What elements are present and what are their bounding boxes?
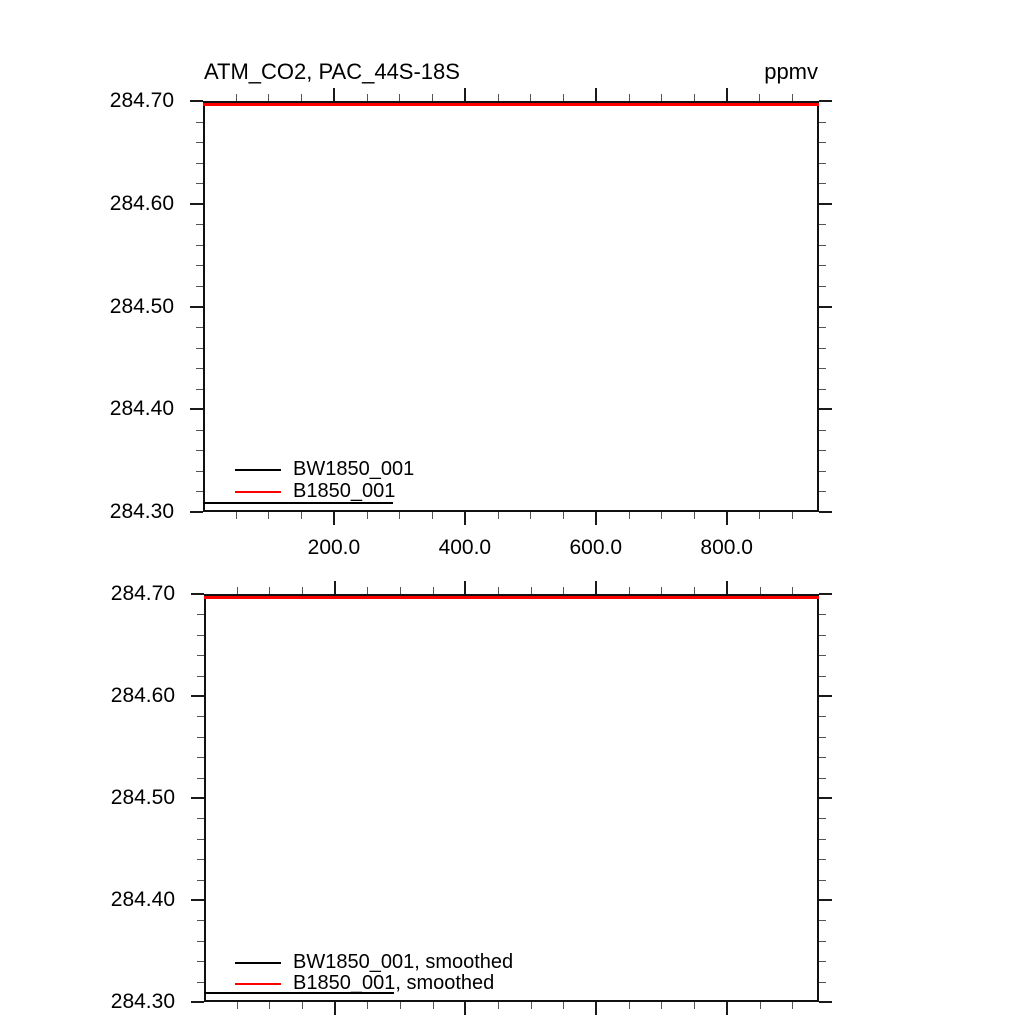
y-minor-tick-right	[819, 635, 826, 636]
legend-line-sample	[235, 962, 281, 964]
x-minor-tick-bottom	[433, 1002, 434, 1009]
y-minor-tick-left	[197, 635, 204, 636]
x-minor-tick-top	[563, 587, 564, 594]
x-minor-tick-bottom	[792, 512, 793, 519]
plot-frame	[203, 101, 819, 512]
y-tick-label: 284.70	[110, 582, 175, 605]
y-minor-tick-left	[196, 450, 203, 451]
y-minor-tick-right	[819, 430, 826, 431]
y-tick-label: 284.60	[110, 684, 175, 707]
y-minor-tick-left	[197, 614, 204, 615]
x-major-tick-top	[464, 581, 466, 594]
y-major-tick-left	[191, 593, 204, 595]
y-major-tick-right	[819, 593, 832, 595]
y-minor-tick-right	[819, 327, 826, 328]
x-minor-tick-bottom	[694, 1002, 695, 1009]
y-minor-tick-right	[819, 265, 826, 266]
x-minor-tick-bottom	[237, 1002, 238, 1009]
x-major-tick-bottom	[726, 1002, 728, 1015]
x-minor-tick-top	[629, 587, 630, 594]
x-minor-tick-top	[629, 94, 630, 101]
x-minor-tick-bottom	[661, 1002, 662, 1009]
x-minor-tick-bottom	[236, 512, 237, 519]
y-major-tick-right	[819, 1001, 832, 1003]
y-minor-tick-right	[819, 920, 826, 921]
y-minor-tick-left	[197, 778, 204, 779]
x-minor-tick-bottom	[563, 1002, 564, 1009]
x-minor-tick-bottom	[563, 512, 564, 519]
y-minor-tick-left	[196, 122, 203, 123]
x-minor-tick-top	[400, 587, 401, 594]
y-minor-tick-left	[197, 880, 204, 881]
y-minor-tick-right	[819, 614, 826, 615]
y-tick-label: 284.40	[110, 888, 175, 911]
x-minor-tick-bottom	[760, 1002, 761, 1009]
units-label: ppmv	[764, 59, 818, 84]
x-minor-tick-top	[367, 587, 368, 594]
y-minor-tick-right	[819, 818, 826, 819]
legend-line-sample	[235, 491, 281, 493]
y-minor-tick-right	[819, 655, 826, 656]
y-tick-label: 284.70	[109, 89, 174, 112]
x-major-tick-bottom	[726, 512, 728, 525]
y-minor-tick-right	[819, 122, 826, 123]
x-major-tick-bottom	[464, 1002, 466, 1015]
y-tick-label: 284.40	[109, 397, 174, 420]
y-minor-tick-left	[196, 245, 203, 246]
y-minor-tick-right	[819, 737, 826, 738]
y-major-tick-right	[819, 408, 832, 410]
y-major-tick-left	[190, 100, 203, 102]
y-major-tick-left	[191, 695, 204, 697]
y-minor-tick-right	[819, 757, 826, 758]
y-minor-tick-left	[197, 839, 204, 840]
y-minor-tick-right	[819, 716, 826, 717]
x-minor-tick-bottom	[400, 1002, 401, 1009]
x-major-tick-top	[595, 88, 597, 101]
y-minor-tick-left	[197, 982, 204, 983]
x-minor-tick-top	[367, 94, 368, 101]
y-major-tick-left	[190, 511, 203, 513]
x-major-tick-top	[726, 88, 728, 101]
x-major-tick-bottom	[595, 1002, 597, 1015]
y-tick-label: 284.60	[109, 192, 174, 215]
legend-label: BW1850_001	[293, 458, 415, 480]
x-minor-tick-bottom	[432, 512, 433, 519]
y-minor-tick-right	[819, 676, 826, 677]
y-major-tick-left	[191, 797, 204, 799]
legend-line-sample	[235, 469, 281, 471]
series-line-b1850	[204, 596, 819, 599]
y-major-tick-right	[819, 511, 832, 513]
y-tick-label: 284.50	[109, 295, 174, 318]
y-minor-tick-left	[196, 348, 203, 349]
y-minor-tick-left	[196, 368, 203, 369]
y-minor-tick-left	[196, 430, 203, 431]
legend-label: BW1850_001, smoothed	[293, 951, 514, 973]
y-tick-label: 284.50	[110, 786, 175, 809]
y-minor-tick-right	[819, 982, 826, 983]
y-minor-tick-right	[819, 389, 826, 390]
y-minor-tick-right	[819, 839, 826, 840]
x-tick-label: 600.0	[569, 536, 623, 559]
x-major-tick-top	[333, 88, 335, 101]
x-minor-tick-top	[498, 587, 499, 594]
x-minor-tick-bottom	[661, 512, 662, 519]
y-major-tick-right	[819, 899, 832, 901]
x-minor-tick-top	[531, 587, 532, 594]
x-minor-tick-bottom	[629, 1002, 630, 1009]
y-minor-tick-right	[819, 941, 826, 942]
legend-label: B1850_001	[293, 480, 396, 502]
y-minor-tick-right	[819, 859, 826, 860]
x-tick-label: 200.0	[307, 536, 361, 559]
x-minor-tick-top	[760, 587, 761, 594]
y-minor-tick-left	[196, 389, 203, 390]
y-minor-tick-right	[819, 142, 826, 143]
y-minor-tick-right	[819, 368, 826, 369]
legend-label: B1850_001, smoothed	[293, 972, 495, 994]
x-minor-tick-top	[302, 587, 303, 594]
x-minor-tick-top	[792, 94, 793, 101]
series-line-b1850	[203, 103, 819, 106]
y-major-tick-right	[819, 100, 832, 102]
y-minor-tick-left	[196, 491, 203, 492]
x-minor-tick-top	[399, 94, 400, 101]
x-minor-tick-top	[759, 94, 760, 101]
x-minor-tick-bottom	[759, 512, 760, 519]
y-minor-tick-left	[197, 737, 204, 738]
x-minor-tick-bottom	[530, 512, 531, 519]
y-major-tick-left	[191, 1001, 204, 1003]
y-major-tick-left	[190, 408, 203, 410]
y-minor-tick-right	[819, 880, 826, 881]
x-minor-tick-top	[498, 94, 499, 101]
x-minor-tick-bottom	[629, 512, 630, 519]
legend-line-sample	[235, 983, 281, 985]
x-minor-tick-bottom	[498, 1002, 499, 1009]
y-major-tick-left	[190, 203, 203, 205]
x-minor-tick-top	[269, 587, 270, 594]
y-minor-tick-left	[196, 327, 203, 328]
y-minor-tick-left	[197, 941, 204, 942]
x-minor-tick-top	[301, 94, 302, 101]
y-minor-tick-right	[819, 245, 826, 246]
x-major-tick-top	[464, 88, 466, 101]
x-minor-tick-bottom	[792, 1002, 793, 1009]
y-minor-tick-right	[819, 286, 826, 287]
y-minor-tick-left	[196, 142, 203, 143]
x-minor-tick-bottom	[531, 1002, 532, 1009]
x-major-tick-bottom	[595, 512, 597, 525]
x-minor-tick-bottom	[498, 512, 499, 519]
y-major-tick-right	[819, 797, 832, 799]
x-minor-tick-bottom	[367, 512, 368, 519]
y-minor-tick-left	[196, 286, 203, 287]
x-minor-tick-top	[530, 94, 531, 101]
x-minor-tick-top	[563, 94, 564, 101]
x-minor-tick-top	[661, 94, 662, 101]
y-minor-tick-left	[197, 920, 204, 921]
y-minor-tick-left	[197, 676, 204, 677]
y-minor-tick-left	[196, 471, 203, 472]
chart-title: ATM_CO2, PAC_44S-18S	[204, 59, 460, 84]
x-minor-tick-top	[792, 587, 793, 594]
x-minor-tick-bottom	[301, 512, 302, 519]
y-minor-tick-left	[197, 961, 204, 962]
y-minor-tick-right	[819, 471, 826, 472]
x-minor-tick-top	[236, 94, 237, 101]
x-tick-label: 400.0	[438, 536, 492, 559]
y-minor-tick-left	[197, 859, 204, 860]
y-minor-tick-right	[819, 961, 826, 962]
x-minor-tick-bottom	[694, 512, 695, 519]
x-minor-tick-top	[694, 94, 695, 101]
x-major-tick-bottom	[334, 1002, 336, 1015]
y-minor-tick-left	[196, 183, 203, 184]
x-tick-label: 800.0	[700, 536, 753, 559]
y-minor-tick-right	[819, 163, 826, 164]
y-minor-tick-left	[196, 163, 203, 164]
x-minor-tick-top	[237, 587, 238, 594]
x-minor-tick-bottom	[302, 1002, 303, 1009]
y-tick-label: 284.30	[109, 500, 174, 523]
y-minor-tick-left	[197, 757, 204, 758]
x-minor-tick-bottom	[399, 512, 400, 519]
x-major-tick-top	[334, 581, 336, 594]
x-minor-tick-top	[268, 94, 269, 101]
x-minor-tick-bottom	[268, 512, 269, 519]
y-minor-tick-left	[196, 224, 203, 225]
y-minor-tick-left	[197, 716, 204, 717]
y-major-tick-right	[819, 695, 832, 697]
y-minor-tick-right	[819, 491, 826, 492]
y-minor-tick-left	[196, 265, 203, 266]
y-minor-tick-right	[819, 348, 826, 349]
y-major-tick-left	[191, 899, 204, 901]
x-minor-tick-top	[432, 94, 433, 101]
y-minor-tick-right	[819, 183, 826, 184]
x-major-tick-top	[595, 581, 597, 594]
x-minor-tick-bottom	[269, 1002, 270, 1009]
x-minor-tick-top	[694, 587, 695, 594]
y-tick-label: 284.30	[110, 990, 175, 1013]
plot-frame	[204, 594, 819, 1002]
y-major-tick-right	[819, 306, 832, 308]
y-minor-tick-right	[819, 224, 826, 225]
x-major-tick-bottom	[464, 512, 466, 525]
y-minor-tick-right	[819, 778, 826, 779]
y-minor-tick-left	[197, 655, 204, 656]
y-minor-tick-left	[197, 818, 204, 819]
x-major-tick-bottom	[333, 512, 335, 525]
series-line-bw1850	[203, 502, 393, 504]
y-minor-tick-right	[819, 450, 826, 451]
x-minor-tick-bottom	[367, 1002, 368, 1009]
x-minor-tick-top	[661, 587, 662, 594]
y-major-tick-left	[190, 306, 203, 308]
x-minor-tick-top	[433, 587, 434, 594]
y-major-tick-right	[819, 203, 832, 205]
x-major-tick-top	[726, 581, 728, 594]
